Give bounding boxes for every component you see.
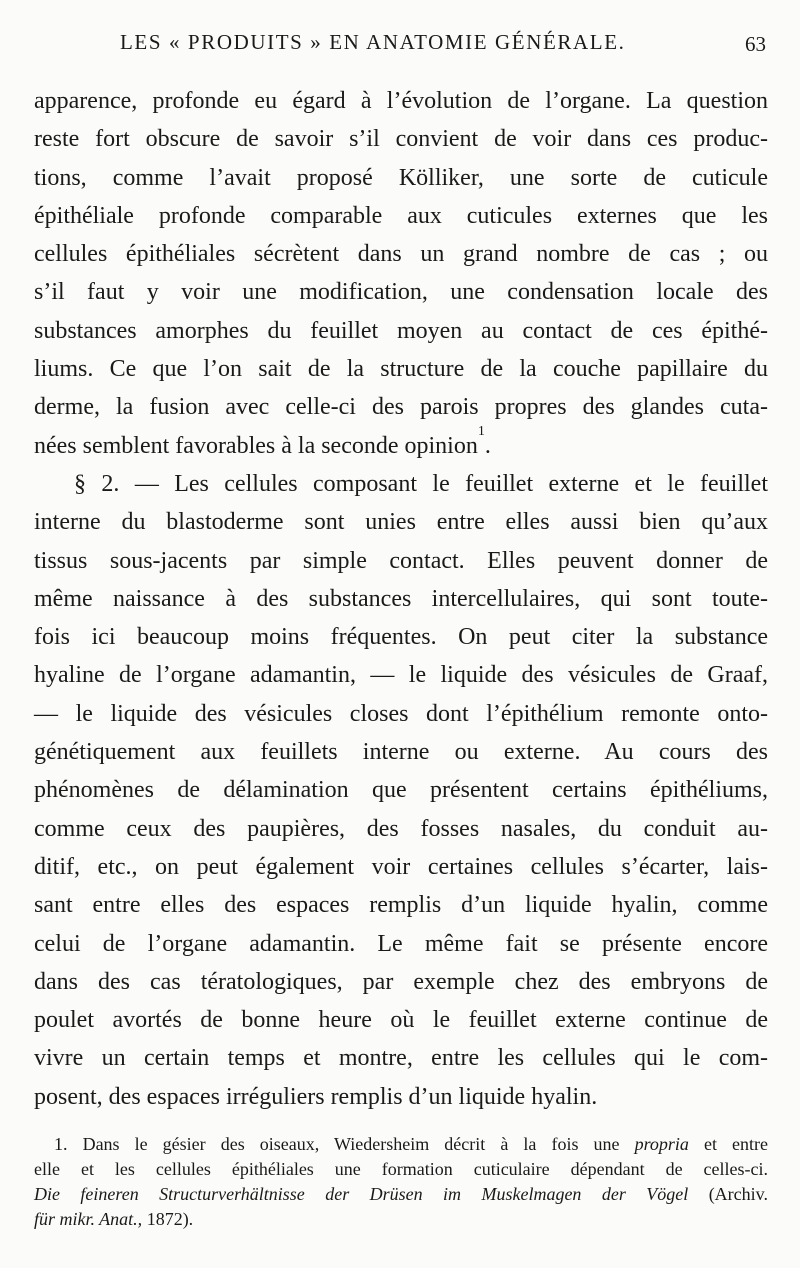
text-line-content: hyaline de l’organe adamantin, — le liquide des vésicules de Graaf, xyxy=(34,662,768,689)
text-line xyxy=(34,1001,768,1039)
text-line xyxy=(34,656,768,694)
footnote-text: (Archiv. xyxy=(708,1184,768,1204)
body-text xyxy=(34,82,768,1116)
footnote-line xyxy=(34,1132,768,1157)
text-line-content: liums. Ce que l’on sait de la structure de la couche papillaire du xyxy=(34,356,768,383)
running-title: LES « PRODUITS » EN ANATOMIE GÉNÉRALE. xyxy=(120,30,626,54)
text-line-content: substances amorphes du feuillet moyen au contact de ces épithé- xyxy=(34,317,768,344)
footnote-marker: 1 xyxy=(477,423,485,439)
text-line xyxy=(34,273,768,311)
text-line-content: apparence, profonde eu égard à l’évolution de l’organe. La question xyxy=(34,88,768,114)
footnote-line xyxy=(34,1207,768,1232)
footnote-text: 1872). xyxy=(146,1209,194,1229)
text-line xyxy=(34,695,768,733)
text-line-content: nées semblent favorables à la seconde opinion xyxy=(34,432,478,459)
text-line-content: tions, comme l’avait proposé Kölliker, une sorte de cuticule xyxy=(34,164,768,191)
footnote-text: elle et les cellules épithéliales une formation cuticulaire dépendant de celles-ci. xyxy=(34,1159,768,1179)
text-line xyxy=(34,618,768,656)
text-line-content: phénomènes de délamination que présentent certains épithéliums, xyxy=(34,777,768,804)
text-line-content: sant entre elles des espaces remplis d’un liquide hyalin, comme xyxy=(34,892,768,919)
text-line xyxy=(34,580,768,618)
page-number: 63 xyxy=(745,32,766,56)
text-line-content: fois ici beaucoup moins fréquentes. On peut citer la substance xyxy=(34,624,768,651)
text-line xyxy=(34,1078,768,1116)
text-line xyxy=(34,159,768,197)
text-line-content: posent, des espaces irréguliers remplis d’un liquide hyalin. xyxy=(34,1083,598,1110)
text-line-content: cellules épithéliales sécrètent dans un grand nombre de cas ; ou xyxy=(34,241,768,268)
text-line xyxy=(34,925,768,963)
text-line xyxy=(34,120,768,158)
text-line-content: épithéliale profonde comparable aux cuticules externes que les xyxy=(34,202,768,229)
text-line-content: poulet avortés de bonne heure où le feuillet externe continue de xyxy=(34,1007,768,1034)
text-line xyxy=(34,886,768,924)
text-line-tail: . xyxy=(484,432,491,459)
text-line-content: celui de l’organe adamantin. Le même fait se présente encore xyxy=(34,930,768,957)
text-line-content: tissus sous-jacents par simple contact. Elles peuvent donner de xyxy=(34,547,768,574)
text-line-content: même naissance à des substances intercellulaires, qui sont toute- xyxy=(34,585,768,612)
text-line xyxy=(34,810,768,848)
footnote-line xyxy=(34,1157,768,1182)
text-line-content: s’il faut y voir une modification, une condensation locale des xyxy=(34,279,768,306)
footnote xyxy=(34,1132,768,1232)
text-line xyxy=(34,503,768,541)
text-line-content: dans des cas tératologiques, par exemple chez des embryons de xyxy=(34,968,768,995)
text-line-content: génétiquement aux feuillets interne ou externe. Au cours des xyxy=(34,739,768,766)
text-line-content: reste fort obscure de savoir s’il convient de voir dans ces produc- xyxy=(34,126,768,153)
text-line xyxy=(34,848,768,886)
text-line-content: — le liquide des vésicules closes dont l’épithélium remonte onto- xyxy=(34,700,768,727)
text-line xyxy=(34,82,768,120)
text-line-content: ditif, etc., on peut également voir certaines cellules s’écarter, lais- xyxy=(34,853,768,880)
text-line xyxy=(34,771,768,809)
text-line xyxy=(34,542,768,580)
footnote-line xyxy=(34,1182,768,1207)
text-line-content: § 2. — Les cellules composant le feuillet externe et le feuillet xyxy=(74,470,768,497)
text-line xyxy=(34,1039,768,1077)
text-line xyxy=(34,235,768,273)
text-line xyxy=(34,423,768,465)
footnote-italic: für mikr. Anat., xyxy=(34,1209,143,1229)
text-line-content: derme, la fusion avec celle-ci des parois propres des glandes cuta- xyxy=(34,394,768,421)
text-line xyxy=(34,350,768,388)
text-line xyxy=(34,465,768,503)
footnote-text: 1. Dans le gésier des oiseaux, Wiedersheim décrit à la fois une xyxy=(54,1134,620,1154)
text-line-content: vivre un certain temps et montre, entre les cellules qui le com- xyxy=(34,1045,768,1072)
text-line xyxy=(34,197,768,235)
text-line xyxy=(34,312,768,350)
text-line-content: comme ceux des paupières, des fosses nasales, du conduit au- xyxy=(34,815,768,842)
footnote-italic: propria xyxy=(634,1134,689,1154)
page-header xyxy=(36,30,770,70)
footnote-text: et entre xyxy=(704,1134,769,1154)
text-line xyxy=(34,733,768,771)
text-line xyxy=(34,388,768,426)
footnote-italic: Die feineren Structurverhältnisse der Drüsen im Muskelmagen der Vögel xyxy=(34,1184,689,1204)
text-line-content: interne du blastoderme sont unies entre elles aussi bien qu’aux xyxy=(34,509,768,536)
text-line xyxy=(34,963,768,1001)
